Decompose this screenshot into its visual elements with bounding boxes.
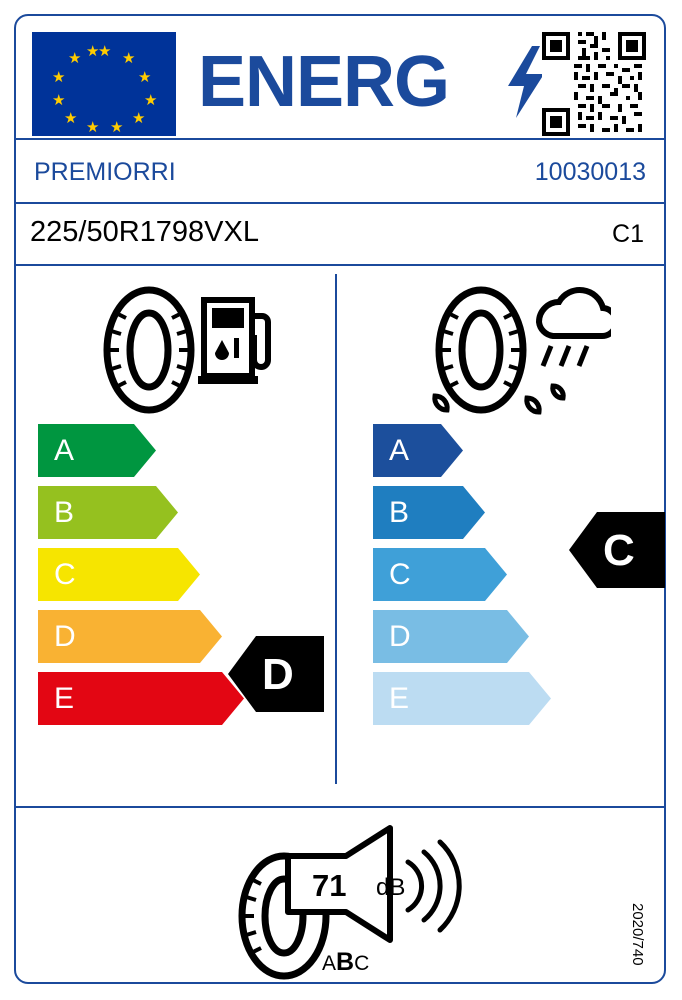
label-header: [16, 16, 664, 138]
fuel-grade-letter-d: D: [54, 620, 76, 653]
page-title: ENERG: [198, 42, 450, 122]
fuel-grade-letter-a: A: [54, 434, 75, 467]
tyre-size-row: [16, 204, 664, 266]
fuel-efficiency-panel: [16, 266, 335, 806]
brand-name: PREMIORRI: [34, 158, 176, 186]
brand-row: [16, 142, 664, 204]
noise-unit: dB: [376, 874, 406, 901]
wet-grip-panel: [337, 266, 666, 806]
noise-panel: [16, 806, 664, 984]
noise-class-c: C: [354, 952, 370, 975]
wet-grade-letter-d: D: [389, 620, 411, 653]
tyre-class: C1: [612, 220, 644, 248]
ratings-area: [16, 266, 664, 806]
fuel-grade-letter-c: C: [54, 558, 76, 591]
noise-class-a: A: [322, 952, 337, 975]
tyre-rain-cloud-icon: [411, 286, 611, 441]
noise-class-scale: [322, 948, 369, 977]
tyre-loudspeaker-icon: [226, 824, 476, 984]
fuel-grade-letter-e: E: [54, 682, 75, 715]
fuel-selected-letter: D: [262, 650, 294, 699]
wet-grade-letter-b: B: [389, 496, 410, 529]
brand-code: 10030013: [534, 158, 646, 186]
wet-selected-letter: C: [603, 526, 635, 575]
wet-selected-marker: [569, 512, 665, 588]
fuel-grade-letter-b: B: [54, 496, 75, 529]
wet-grade-letter-e: E: [389, 682, 410, 715]
regulation-code: 2020/740: [629, 903, 646, 966]
tyre-fuel-pump-icon: [94, 286, 274, 419]
header-divider: [16, 138, 664, 140]
wet-grade-letter-a: A: [389, 434, 410, 467]
noise-class-b: B: [336, 948, 355, 976]
qr-code-icon: [542, 32, 646, 136]
lightning-bolt-icon: [506, 46, 546, 118]
fuel-selected-marker: [228, 636, 324, 712]
noise-value: 71: [312, 868, 347, 903]
eu-flag-icon: ★ ★ ★ ★ ★ ★ ★ ★ ★ ★ ★ ★: [32, 32, 176, 136]
tyre-size: 225/50R1798VXL: [30, 216, 259, 248]
energy-label-card: [14, 14, 666, 984]
wet-grade-letter-c: C: [389, 558, 411, 591]
